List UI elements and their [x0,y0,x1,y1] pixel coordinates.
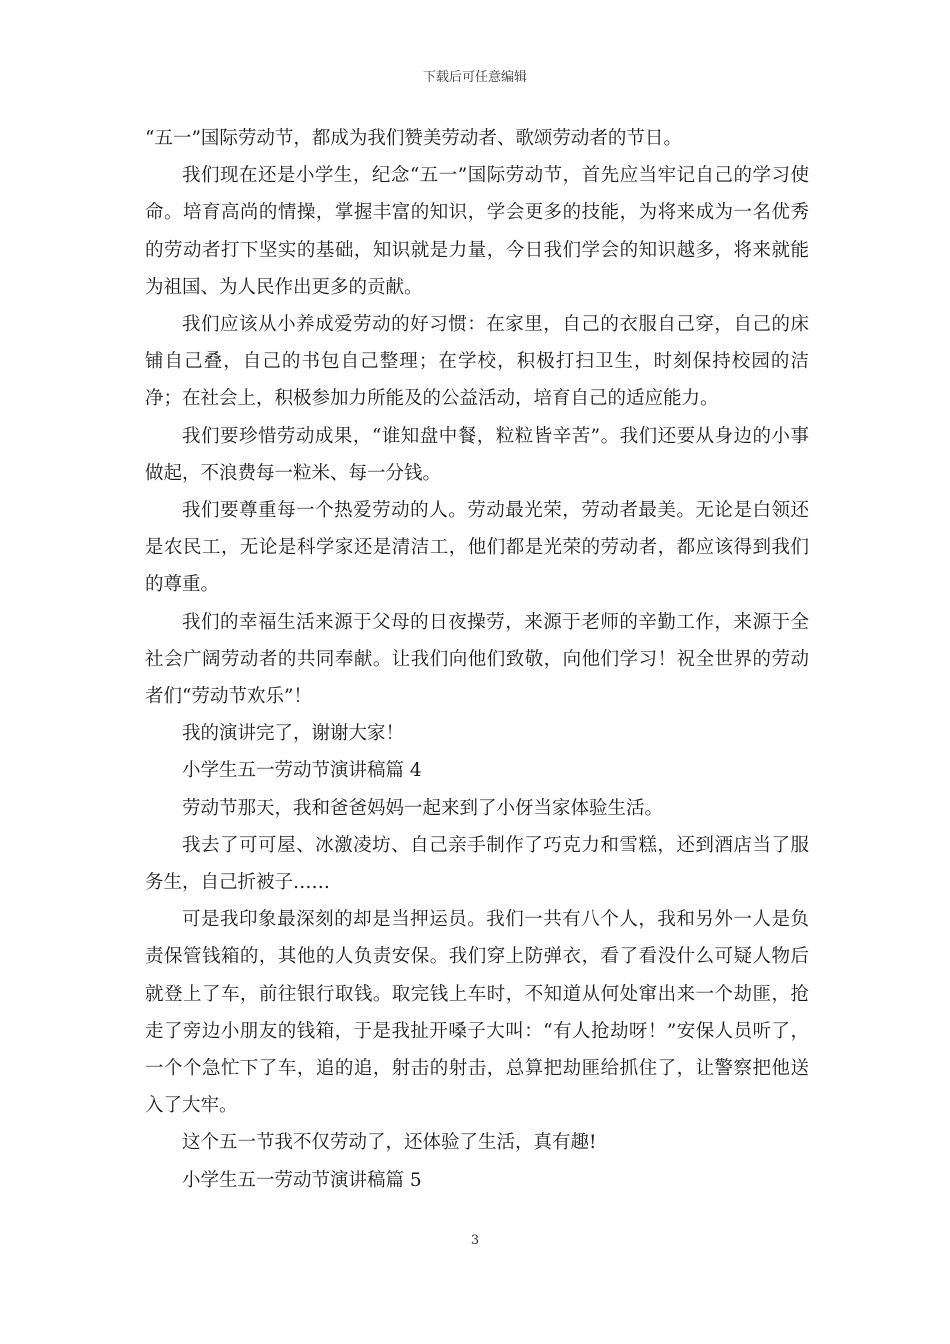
paragraph: 我去了可可屋、冰激凌坊、自己亲手制作了巧克力和雪糕，还到酒店当了服务生，自己折被子…… [145,834,809,894]
paragraph: 劳动节那天，我和爸爸妈妈一起来到了小伢当家体验生活。 [182,797,664,819]
page-header: 下载后可任意编辑 [422,70,527,85]
section-heading: 小学生五一劳动节演讲稿篇 5 [182,1169,422,1191]
section-heading: 小学生五一劳动节演讲稿篇 4 [182,760,422,782]
paragraph: 这个五一节我不仅劳动了，还体验了生活，真有趣! [182,1132,597,1154]
paragraph: “五一”国际劳动节，都成为我们赞美劳动者、歌颂劳动者的节日。 [145,128,682,149]
paragraph: 我们应该从小养成爱劳动的好习惯：在家里，自己的衣服自己穿，自己的床铺自己叠，自己的书包自己整理；在学校，积极打扫卫生，时刻保持校园的洁净；在社会上，积极参加力所能及的公益活动，培育自己的适应能力。 [145,314,809,410]
paragraph: 我们要尊重每一个热爱劳动的人。劳动最光荣，劳动者最美。无论是白领还是农民工，无论是科学家还是清洁工，他们都是光荣的劳动者，都应该得到我们的尊重。 [145,500,809,596]
paragraph: 我的演讲完了，谢谢大家！ [182,723,405,745]
page-number: 3 [470,1233,480,1248]
document-body [145,120,809,1199]
paragraph: 我们要珍惜劳动成果，“谁知盘中餐，粒粒皆辛苦”。我们还要从身边的小事做起，不浪费每一粒米、每一分钱。 [145,425,809,484]
paragraph: 可是我印象最深刻的却是当押运员。我们一共有八个人，我和另外一人是负责保管钱箱的，其他的人负责安保。我们穿上防弹衣，看了看没什么可疑人物后就登上了车，前往银行取钱。取完钱上车时，不知道从何处窜出来一个劫匪，抢走了旁边小朋友的钱箱，于是我扯开嗓子大叫：“有人抢劫呀！”安保人员听了，一个个急忙下了车，追的追，射击的射击，总算把劫匪给抓住了，让警察把他送入了大牢。 [145,909,809,1117]
paragraph: 我们的幸福生活来源于父母的日夜操劳，来源于老师的辛勤工作，来源于全社会广阔劳动者的共同奉献。让我们向他们致敬，向他们学习！祝全世界的劳动者们“劳动节欢乐”！ [145,611,809,708]
paragraph: 我们现在还是小学生，纪念“五一”国际劳动节，首先应当牢记自己的学习使命。培育高尚的情操，掌握丰富的知识，学会更多的技能，为将来成为一名优秀的劳动者打下坚实的基础，知识就是力量，今日我们学会的知识越多，将来就能为祖国、为人民作出更多的贡献。 [145,165,809,298]
